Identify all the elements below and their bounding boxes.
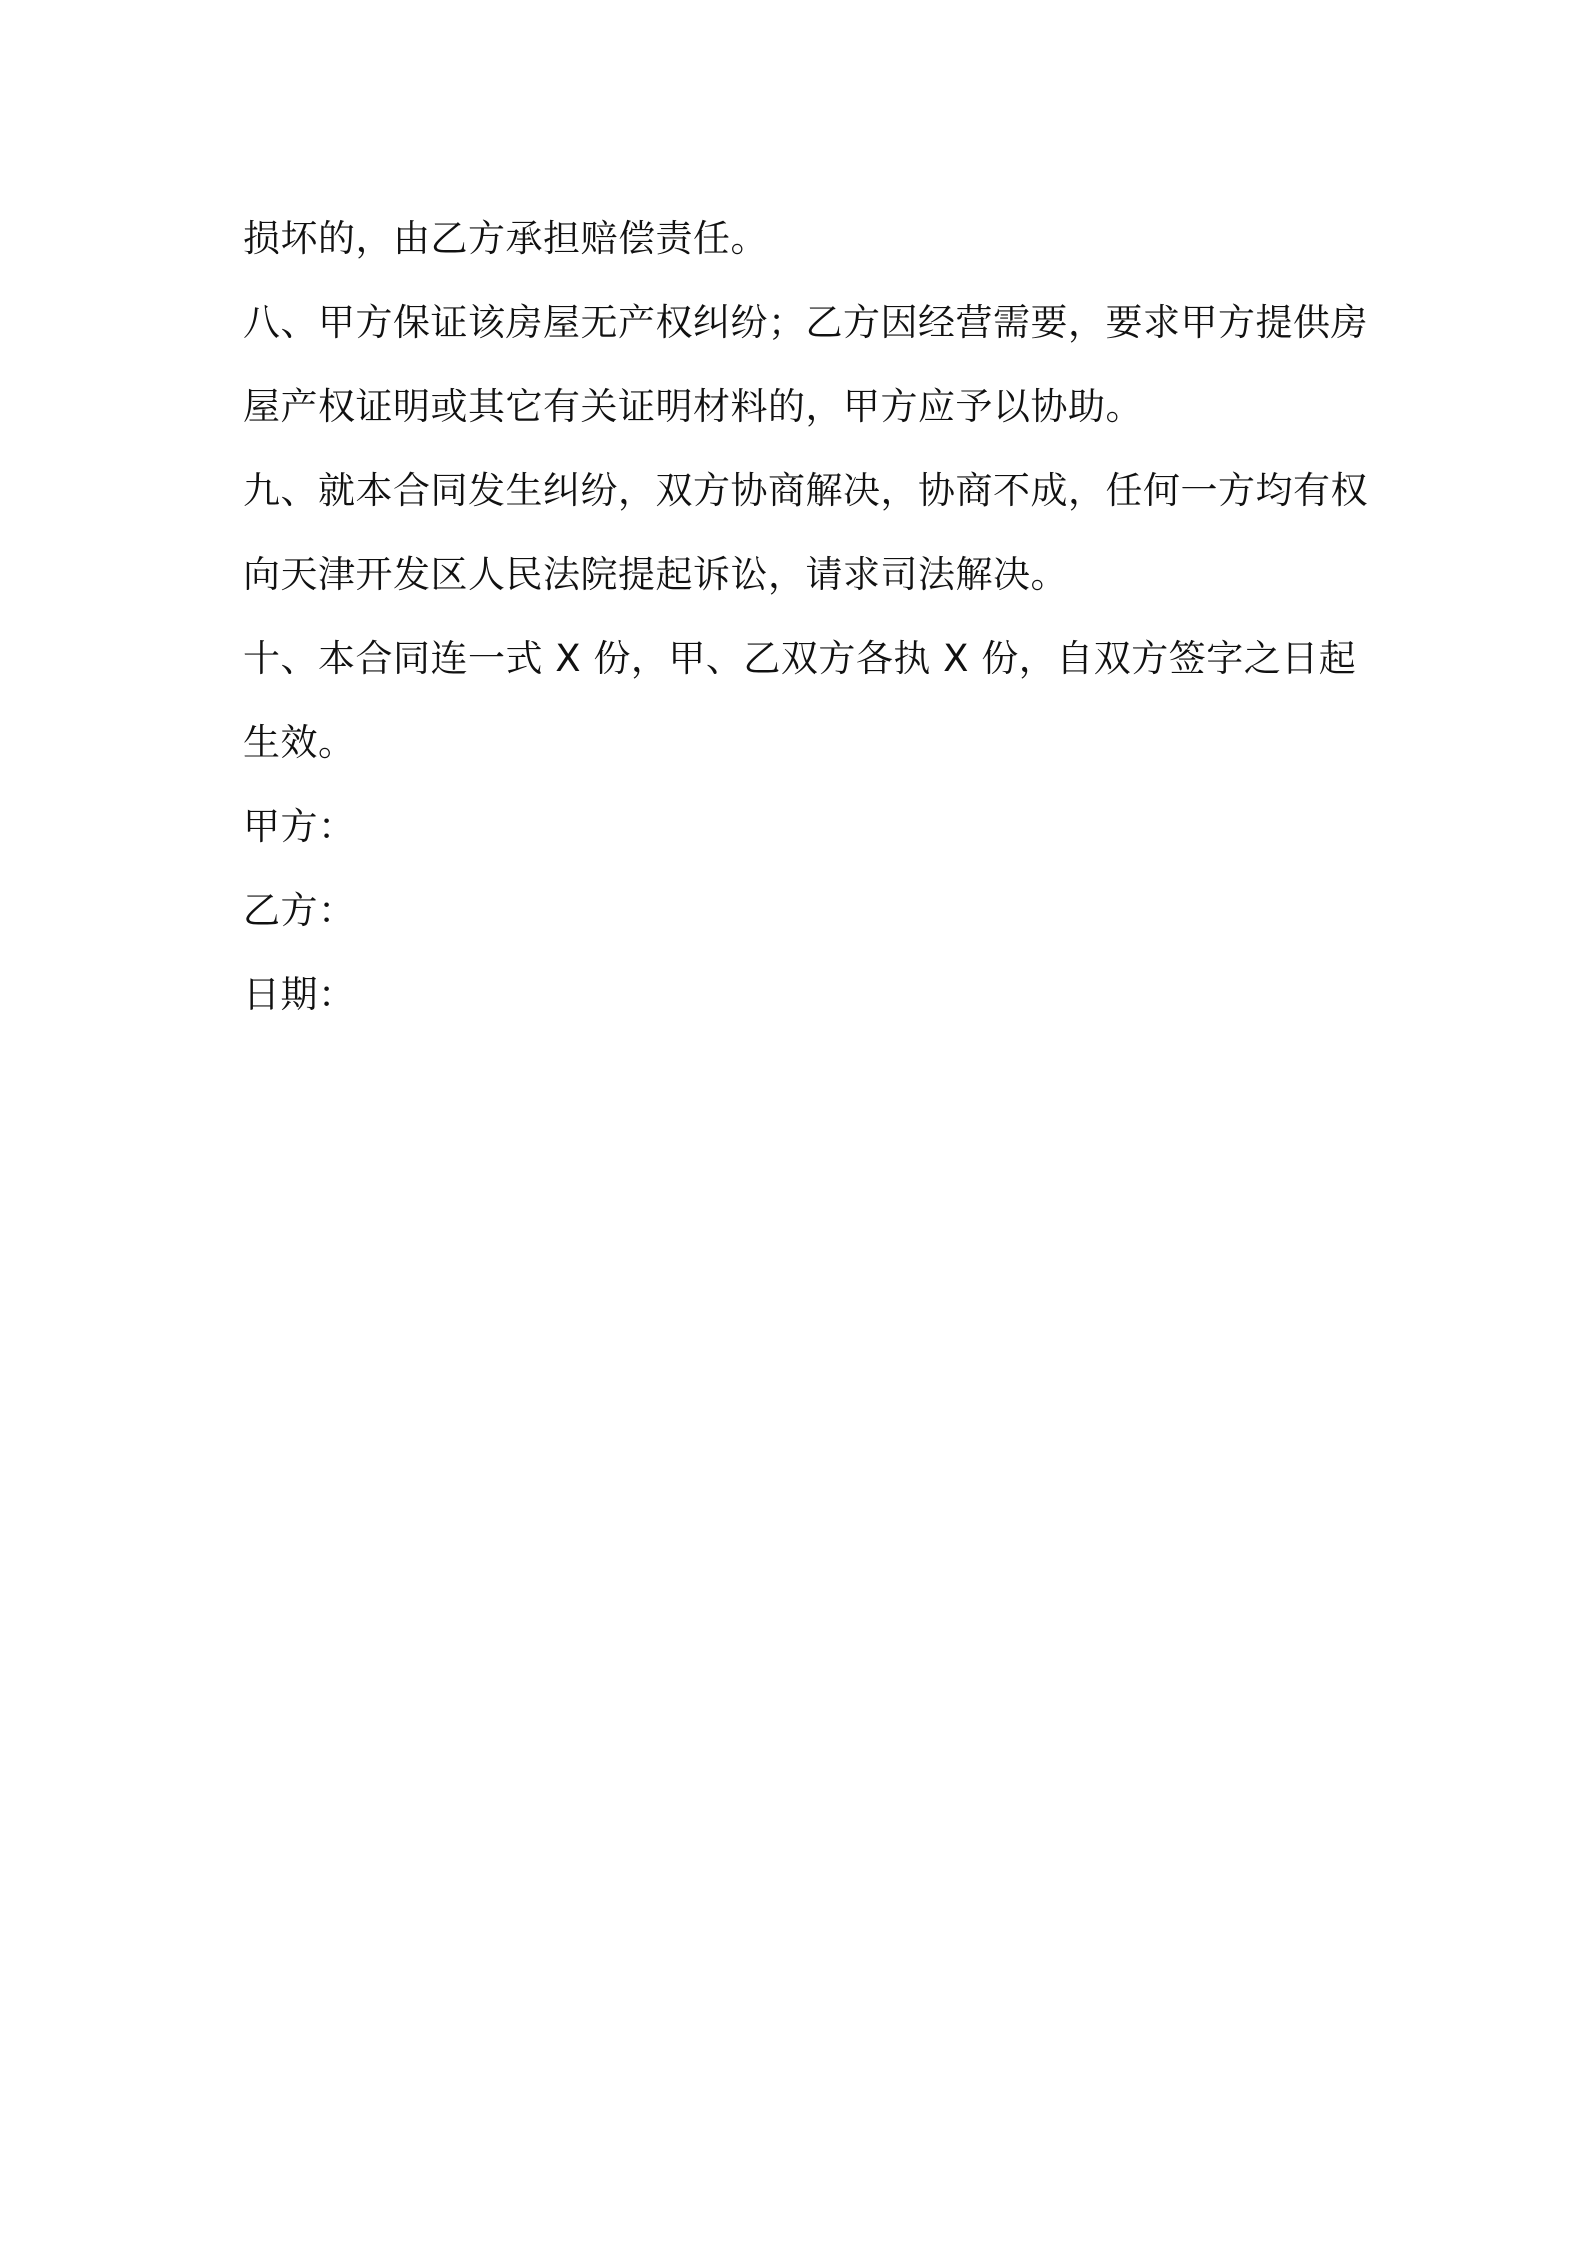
document-body (243, 197, 1368, 1037)
text-line-damage-liability: 损坏的，由乙方承担赔偿责任。 (243, 217, 768, 260)
clause-8-line-2: 屋产权证明或其它有关证明材料的，甲方应予以协助。 (243, 385, 1143, 428)
party-b-signature-label: 乙方： (243, 889, 356, 932)
clause-9-line-2: 向天津开发区人民法院提起诉讼，请求司法解决。 (243, 553, 1068, 596)
clause-9-line-1: 九、就本合同发生纠纷，双方协商解决，协商不成，任何一方均有权 (243, 469, 1368, 512)
clause-10-line-2: 生效。 (243, 721, 356, 764)
clause-10-line-1: 十、本合同连一式 X 份，甲、乙双方各执 X 份，自双方签字之日起 (243, 637, 1357, 680)
clause-8-line-1: 八、甲方保证该房屋无产权纠纷；乙方因经营需要，要求甲方提供房 (243, 301, 1368, 344)
party-a-signature-label: 甲方： (243, 805, 356, 848)
date-label: 日期： (243, 973, 356, 1016)
